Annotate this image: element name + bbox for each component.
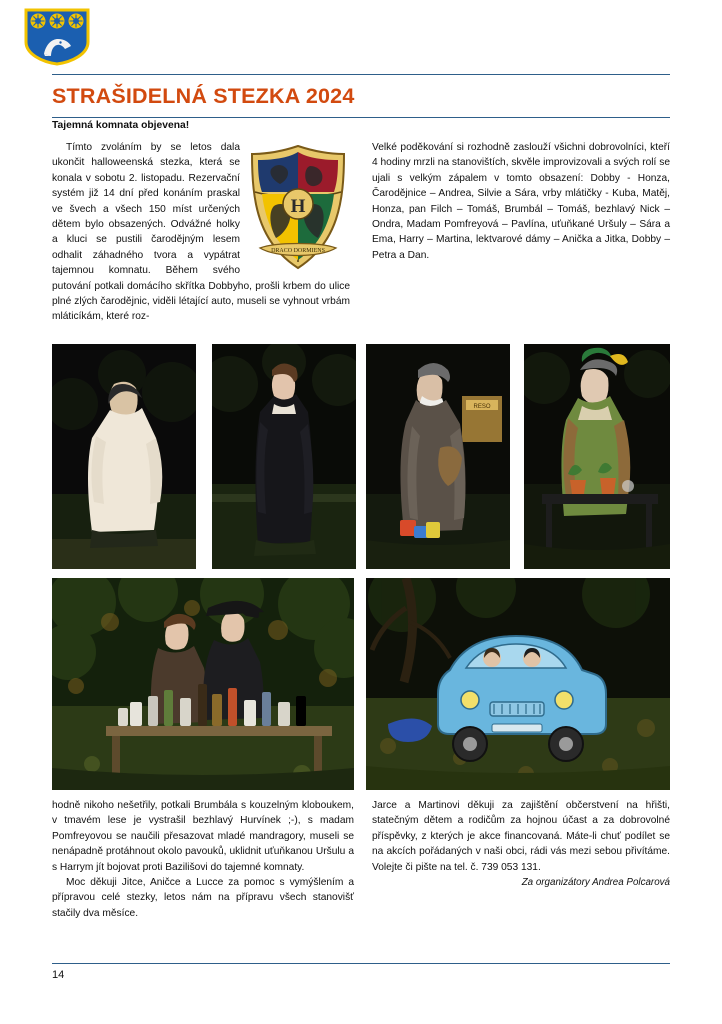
photo5-graphic xyxy=(52,578,354,790)
coat-of-arms-icon xyxy=(24,8,90,66)
photo1-graphic xyxy=(52,344,196,569)
photo3-graphic xyxy=(366,344,510,569)
photo-scarecrow-with-plants xyxy=(524,344,670,569)
footer-divider xyxy=(52,963,670,964)
title-divider xyxy=(52,117,670,118)
body-column-left-top xyxy=(52,140,350,325)
photo-wizard-dumbledore xyxy=(366,344,510,569)
photo2-graphic xyxy=(212,344,356,569)
photo4-graphic xyxy=(524,344,670,569)
paragraph-right-top: Velké poděkování si rozhodně zaslouží všichni dobrovolníci, kteří 4 hodiny mrzli na stanovištích, skvěle improvizovali a svých rolí se ujali s velkým zápalem v tomto obsazení: Dobby - Honza, Čarodějnice – Andrea, Silvie a Sára, vrby mlátičky - Kuba, Matěj, Honza, pan Filch – Tomáš, Brumbál – Tomáš, bezhlavý Nick – Ondra, Madam Pomfreyová – Pavlína, uťuňkané Uršuly – Sára a Ema, Harry – Martina, lektvarové dámy – Anička a Jitka, Dobby – Petra a Dan. xyxy=(372,142,670,261)
svg-text:H: H xyxy=(290,196,306,217)
municipal-crest xyxy=(24,8,94,70)
photo-cardboard-flying-car xyxy=(366,578,670,790)
photo-witch-black-robe xyxy=(212,344,356,569)
hogwarts-crest xyxy=(246,142,350,272)
page-title: STRAŠIDELNÁ STEZKA 2024 xyxy=(52,84,355,108)
header-divider xyxy=(52,74,670,75)
photo-witches-potion-table xyxy=(52,578,354,790)
svg-text:DRACO DORMIENS: DRACO DORMIENS xyxy=(271,248,325,254)
photo6-graphic xyxy=(366,578,670,790)
body-column-right-bottom xyxy=(372,798,670,890)
paragraph-right-bottom-1: Jarce a Martinovi děkuji za zajištění občerstvení na hřišti, statečným dětem a rodičům za hojnou účast a za dobrovolné příspěvky, z kterých je akce financovaná. Máte-li chuť podílet se na akcích pořádaných v naši obci, rádi vás mezi sebou přivítáme. Volejte či pište na tel. č. 739 053 131. xyxy=(372,800,670,873)
hogwarts-crest-icon xyxy=(246,142,350,272)
paragraph-left-bottom-1: hodně nikoho nešetřily, potkali Brumbála s kouzelným kloboukem, v tmavém lese je vystrašil bezhlavý Hurvínek ;-), s madam Pomfreyovou se naučili přesazovat mladé mandragory, museli se nenápadně protáhnout okolo pavouků, uklidnit uťuňkanou Uršulu a s Harrym jít bojovat proti Bazilišovi do tajemné komnaty. xyxy=(52,800,354,873)
body-column-right-top xyxy=(372,140,670,263)
body-column-left-bottom xyxy=(52,798,354,921)
page-number: 14 xyxy=(52,969,65,981)
svg-text:RESO: RESO xyxy=(473,404,491,410)
paragraph-left-bottom-2: Moc děkuji Jitce, Aničce a Lucce za pomoc s vymýšlením a přípravou celé stezky, letos nám na přípravu všech stanovišť stačily dva měsíce. xyxy=(52,877,354,919)
article-subtitle: Tajemná komnata objevena! xyxy=(52,120,190,131)
paragraph-left-top: Tímto zvoláním by se letos dala ukončit halloweenská stezka, která se konala v sobotu 2. listopadu. Rezervační systém již 14 dní před konáním praskal ve švech a všech 150 míst určených dětem bylo obsazených. Odvážné holky a kluci se pustili čarodějným lesem odhalit záhadného tvora a vypátrat tajemnou komnatu. Během svého putování potkali domácího skřítka Dobbyho, prošli krbem do ulice plné zlých čarodějnic, viděli létající auto, museli se vyhnout vrbám mláticíkám, které roz- xyxy=(52,142,350,323)
article-signature: Za organizátory Andrea Polcarová xyxy=(521,877,670,889)
photo-costumed-figure-white-robe xyxy=(52,344,196,569)
